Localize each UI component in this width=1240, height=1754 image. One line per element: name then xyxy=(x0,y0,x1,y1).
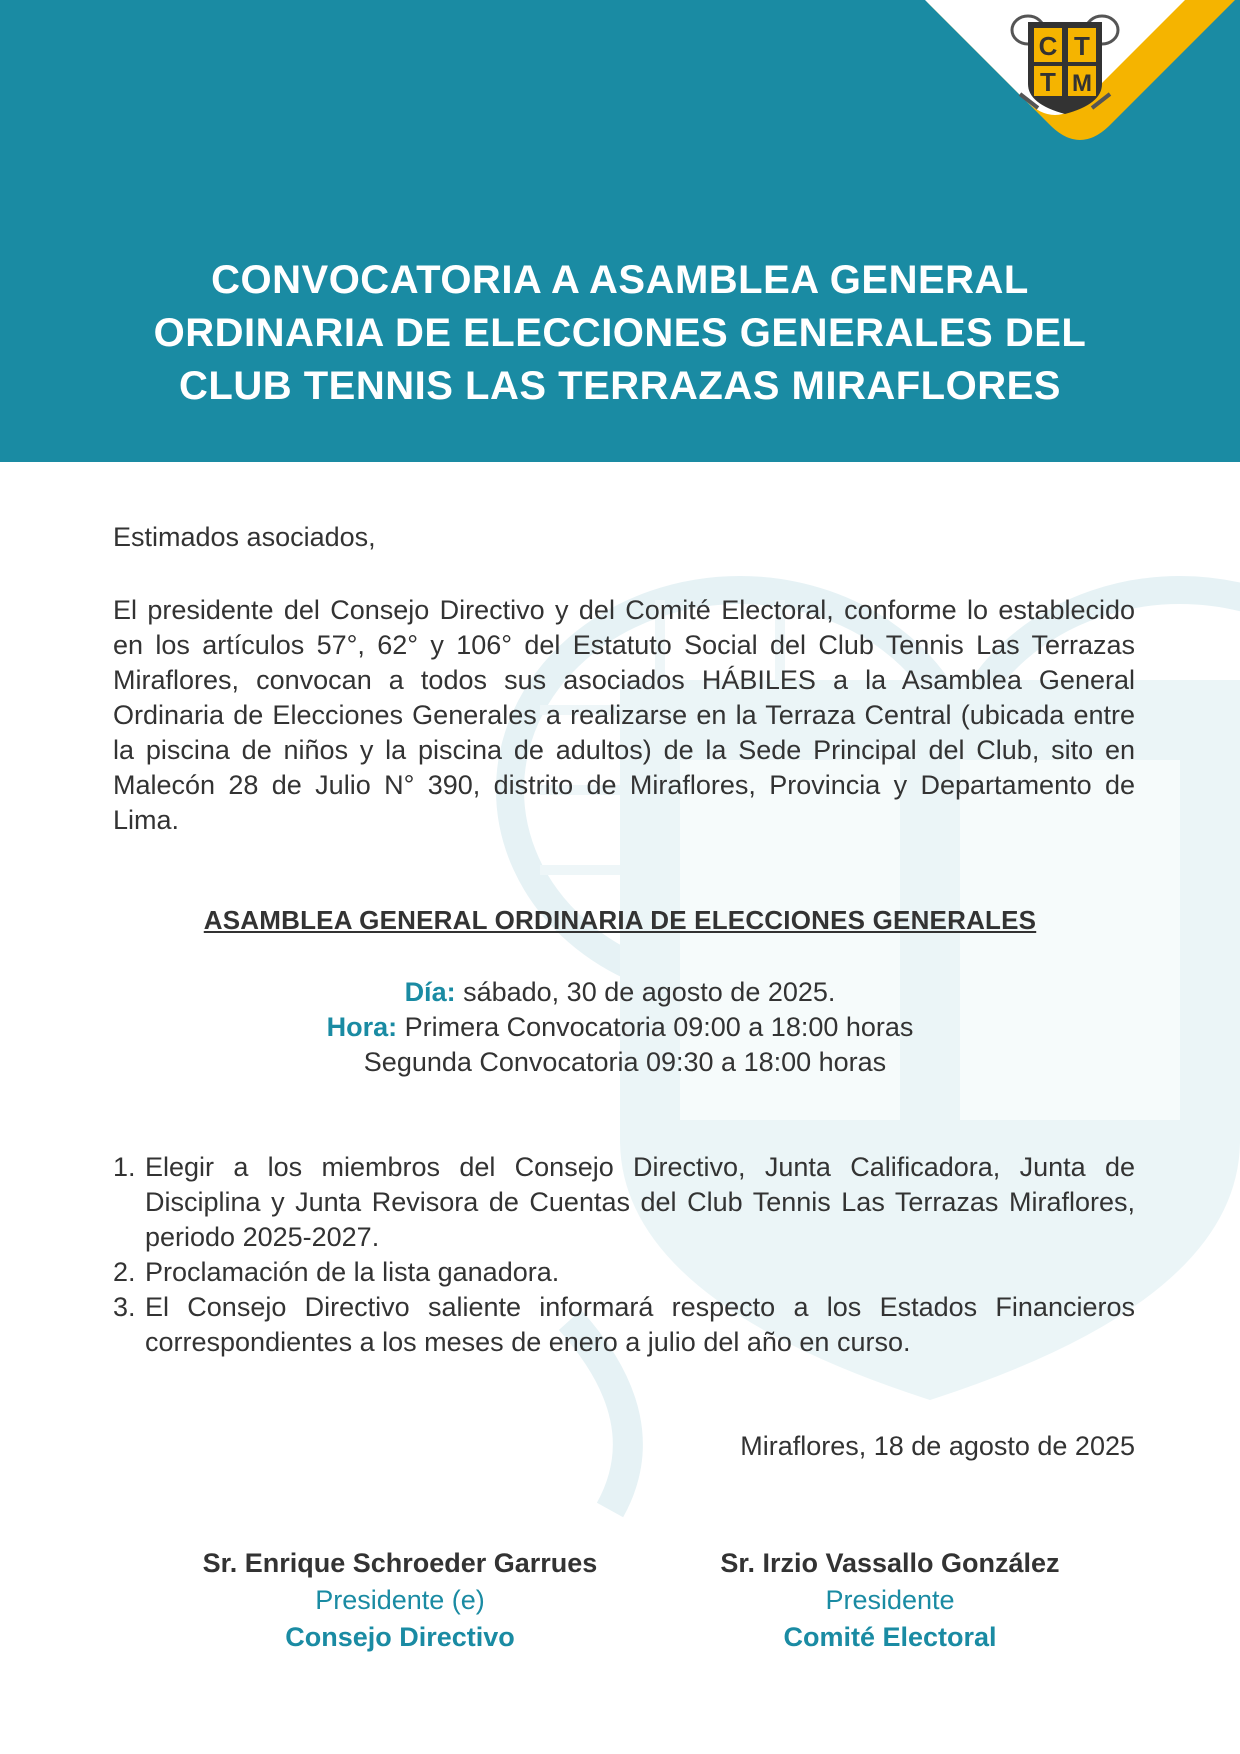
signatory-name: Sr. Irzio Vassallo González xyxy=(720,1548,1060,1578)
list-text: El Consejo Directivo saliente informará respecto a los Estados Financieros correspondientes a los meses de enero a julio del año en curso. xyxy=(145,1292,1135,1357)
list-item xyxy=(113,1255,1135,1290)
agenda-list xyxy=(113,1150,1135,1360)
signatory-name: Sr. Enrique Schroeder Garrues xyxy=(202,1548,598,1578)
time-label: Hora: xyxy=(326,1012,398,1042)
place-date: Miraflores, 18 de agosto de 2025 xyxy=(740,1431,1135,1461)
signatory-org: Consejo Directivo xyxy=(285,1622,515,1652)
logo-card xyxy=(880,0,1240,180)
list-item xyxy=(113,1290,1135,1360)
signature-left xyxy=(150,1545,650,1656)
page-title xyxy=(0,254,1240,413)
list-item xyxy=(113,1150,1135,1255)
schedule-time xyxy=(0,1010,1240,1045)
day-value: sábado, 30 de agosto de 2025. xyxy=(463,977,836,1007)
greeting: Estimados asociados, xyxy=(113,522,376,552)
logo-letter: M xyxy=(1072,70,1092,97)
schedule-day xyxy=(0,975,1240,1010)
title-line: CLUB TENNIS LAS TERRAZAS MIRAFLORES xyxy=(179,364,1061,408)
logo-letter: T xyxy=(1074,31,1090,61)
list-number: 1. xyxy=(113,1152,136,1182)
second-call: Segunda Convocatoria 09:30 a 18:00 horas xyxy=(363,1047,887,1077)
signatory-role: Presidente xyxy=(825,1585,955,1615)
title-line: ORDINARIA DE ELECCIONES GENERALES DEL xyxy=(153,311,1087,355)
list-number: 2. xyxy=(113,1257,136,1287)
day-label: Día: xyxy=(404,977,456,1007)
logo-letter: T xyxy=(1040,67,1056,97)
signature-right xyxy=(640,1545,1140,1656)
list-text: Elegir a los miembros del Consejo Directivo, Junta Calificadora, Junta de Disciplina y Junta Revisora de Cuentas del Club Tennis Las Terrazas Miraflores, periodo 2025-2027. xyxy=(145,1152,1135,1252)
schedule xyxy=(0,975,1240,1080)
header-banner xyxy=(0,0,1240,462)
intro-paragraph: El presidente del Consejo Directivo y del Comité Electoral, conforme lo establecido en los artículos 57°, 62° y 106° del Estatuto Social del Club Tennis Las Terrazas Miraflores, convocan a todos sus asociados HÁBILES a la Asamblea General Ordinaria de Elecciones Generales a realizarse en la Terraza Central (ubicada entre la piscina de niños y la piscina de adultos) de la Sede Principal del Club, sito en Malecón 28 de Julio N° 390, distrito de Miraflores, Provincia y Departamento de Lima. xyxy=(113,595,1135,835)
logo-letter: C xyxy=(1038,31,1058,61)
section-heading: ASAMBLEA GENERAL ORDINARIA DE ELECCIONES GENERALES xyxy=(203,905,1037,935)
signatory-role: Presidente (e) xyxy=(315,1585,485,1615)
first-call: Primera Convocatoria 09:00 a 18:00 horas xyxy=(404,1012,914,1042)
list-text: Proclamación de la lista ganadora. xyxy=(145,1257,560,1287)
signatory-org: Comité Electoral xyxy=(783,1622,997,1652)
title-line: CONVOCATORIA A ASAMBLEA GENERAL xyxy=(211,258,1029,302)
list-number: 3. xyxy=(113,1292,136,1322)
